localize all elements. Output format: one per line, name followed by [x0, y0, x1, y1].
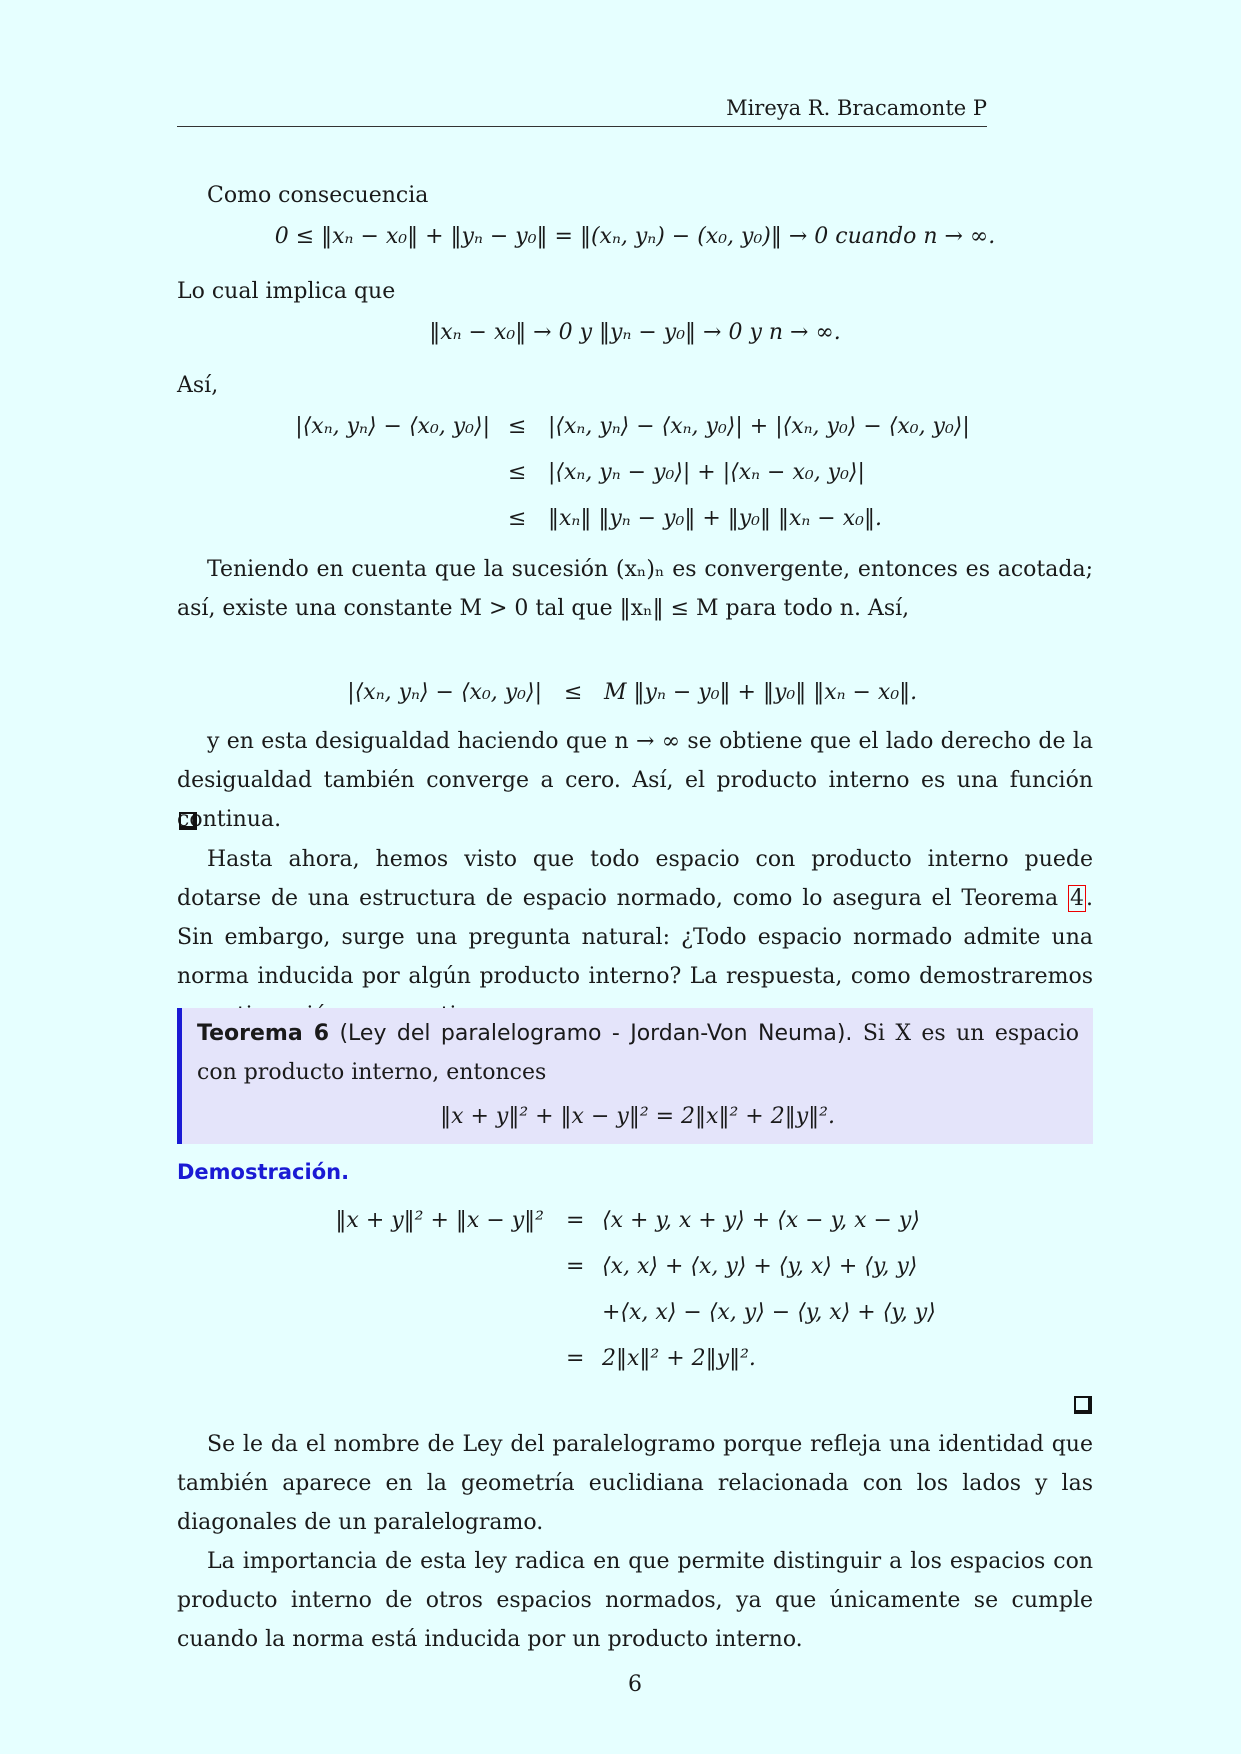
theorem-formula: ‖x + y‖² + ‖x − y‖² = 2‖x‖² + 2‖y‖². — [440, 1104, 835, 1129]
paragraph-importancia: La importancia de esta ley radica en que permite distinguir a los espacios con producto interno de otros espacios normados, ya que únicamente se cumple cuando la norma está inducida por un producto interno. — [177, 1549, 1093, 1652]
inequality-rel: ≤ — [564, 680, 583, 705]
theorem-statement — [197, 1014, 1079, 1092]
paragraph-teniendo: Teniendo en cuenta que la sucesión (xₙ)ₙ es convergente, entonces es acotada; así, existe una constante M > 0 tal que ‖xₙ‖ ≤ M para todo n. Así, — [177, 557, 1093, 621]
paragraph-lo-cual: Lo cual implica que — [177, 279, 396, 304]
align-lhs: |⟨xₙ, yₙ⟩ − ⟨x₀, y₀⟩| — [295, 414, 490, 439]
align-rel-1: ≤ — [508, 414, 527, 439]
align-row-2: |⟨xₙ, yₙ − y₀⟩| + |⟨xₙ − x₀, y₀⟩| — [548, 460, 865, 485]
paragraph-continuidad: y en esta desigualdad haciendo que n → ∞ se obtiene que el lado derecho de la desigualdad también converge a cero. Así, el producto interno es una función continua. — [177, 729, 1093, 832]
proof-rel-1: = — [566, 1208, 585, 1233]
qed-square — [179, 812, 197, 830]
theorem-name: (Ley del paralelogramo - Jordan-Von Neuma). — [339, 1021, 853, 1046]
inequality-lhs: |⟨xₙ, yₙ⟩ − ⟨x₀, y₀⟩| — [347, 680, 542, 705]
paragraph-asi: Así, — [177, 373, 219, 398]
proof-row-1: ⟨x + y, x + y⟩ + ⟨x − y, x − y⟩ — [602, 1208, 920, 1233]
align-rel-2: ≤ — [508, 460, 527, 485]
proof-row-2: ⟨x, x⟩ + ⟨x, y⟩ + ⟨y, x⟩ + ⟨y, y⟩ — [602, 1254, 918, 1279]
theorem-text: Si X es un espacio con producto interno, entonces — [197, 1021, 1079, 1085]
proof-rel-4: = — [566, 1346, 585, 1371]
equation-norm-limit: 0 ≤ ‖xₙ − x₀‖ + ‖yₙ − y₀‖ = ‖(xₙ, yₙ) − (x₀, y₀)‖ → 0 cuando n → ∞. — [274, 224, 996, 249]
align-row-3: ‖xₙ‖ ‖yₙ − y₀‖ + ‖y₀‖ ‖xₙ − x₀‖. — [548, 506, 882, 531]
proof-lhs: ‖x + y‖² + ‖x − y‖² — [335, 1208, 544, 1233]
paragraph-como-consecuencia: Como consecuencia — [207, 183, 429, 208]
inequality-rhs: M ‖yₙ − y₀‖ + ‖y₀‖ ‖xₙ − x₀‖. — [604, 680, 918, 705]
align-rel-3: ≤ — [508, 506, 527, 531]
paragraph-hasta-ahora: Hasta ahora, hemos visto que todo espacio con producto interno puede dotarse de una estructura de espacio normado, como lo asegura el Teorema 4. Sin embargo, surge una pregunta natural: ¿Todo espacio normado admite una norma inducida por algún producto interno? La respuesta, como demostraremos — [177, 847, 1093, 989]
theorem-title: Teorema 6 — [197, 1021, 330, 1046]
align-row-1: |⟨xₙ, yₙ⟩ − ⟨xₙ, y₀⟩| + |⟨xₙ, y₀⟩ − ⟨x₀, y₀⟩| — [548, 414, 970, 439]
proof-row-3: +⟨x, x⟩ − ⟨x, y⟩ − ⟨y, x⟩ + ⟨y, y⟩ — [602, 1300, 936, 1325]
equation-componentwise-limit: ‖xₙ − x₀‖ → 0 y ‖yₙ − y₀‖ → 0 y n → ∞. — [429, 320, 841, 345]
proof-row-4: 2‖x‖² + 2‖y‖². — [602, 1346, 756, 1371]
running-header: Mireya R. Bracamonte P — [177, 96, 987, 127]
theorem-reference-link[interactable]: 4 — [1070, 886, 1084, 911]
qed-square-proof — [1074, 1396, 1092, 1414]
theorem-box — [177, 1008, 1093, 1144]
proof-label: Demostración. — [177, 1160, 350, 1184]
proof-rel-2: = — [566, 1254, 585, 1279]
paragraph-ley-nombre: Se le da el nombre de Ley del paralelogramo porque refleja una identidad que también aparece en la geometría euclidiana relacionada con los lados y las diagonales de un paralelogramo. — [177, 1432, 1093, 1535]
page-number: 6 — [628, 1672, 642, 1697]
